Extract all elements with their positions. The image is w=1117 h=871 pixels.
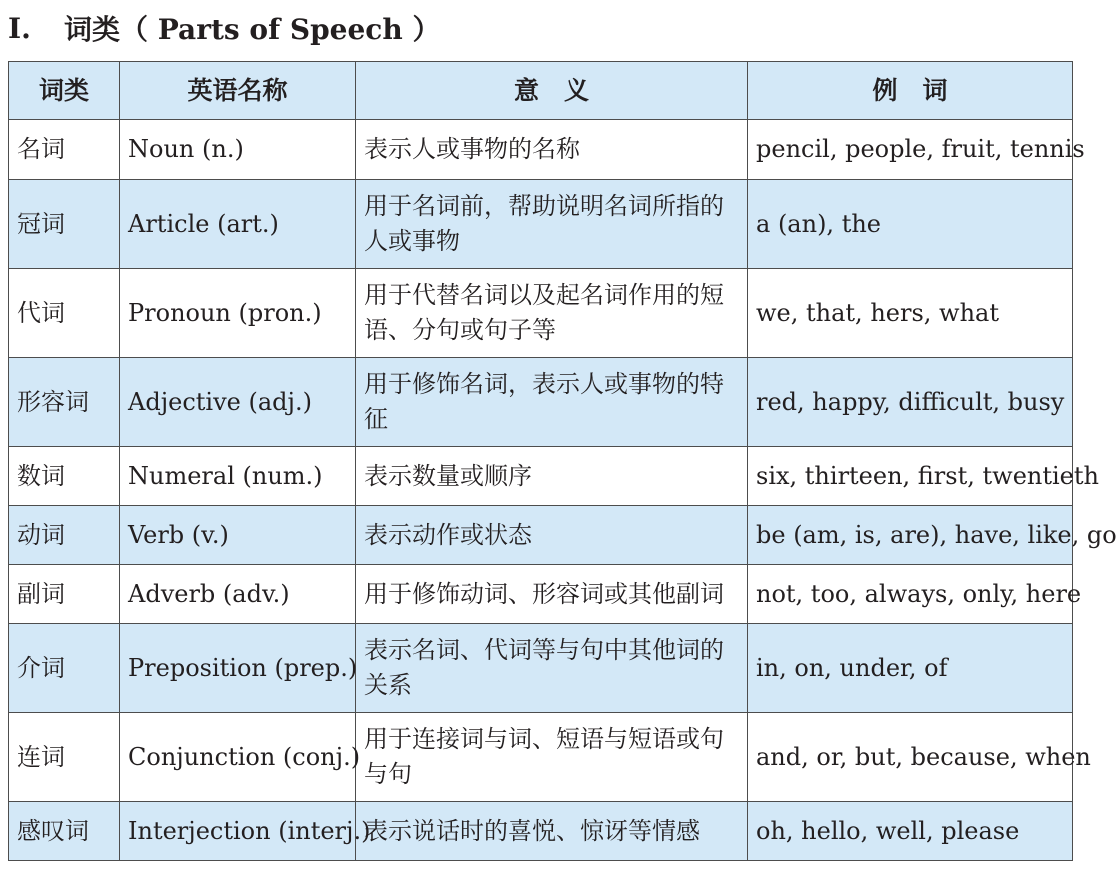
section-number: I. [8, 11, 31, 45]
cell-english: Article (art.) [120, 180, 356, 269]
table-row [9, 120, 1073, 180]
cell-english: Noun (n.) [120, 120, 356, 180]
table-row [9, 180, 1073, 269]
header-english-name: 英语名称 [120, 62, 356, 120]
header-part-of-speech: 词类 [9, 62, 120, 120]
cell-examples: oh, hello, well, please [748, 802, 1073, 861]
cell-examples: six, thirteen, first, twentieth [748, 447, 1073, 506]
cell-english: Verb (v.) [120, 506, 356, 565]
cell-meaning: 表示说话时的喜悦、惊讶等情感 [356, 802, 748, 861]
cell-pos: 动词 [9, 506, 120, 565]
cell-examples: a (an), the [748, 180, 1073, 269]
table-row [9, 269, 1073, 358]
cell-pos: 副词 [9, 565, 120, 624]
cell-examples: not, too, always, only, here [748, 565, 1073, 624]
cell-english: Adverb (adv.) [120, 565, 356, 624]
cell-examples: in, on, under, of [748, 624, 1073, 713]
cell-english: Conjunction (conj.) [120, 713, 356, 802]
cell-pos: 名词 [9, 120, 120, 180]
cell-meaning: 用于修饰名词，表示人或事物的特征 [356, 358, 748, 447]
cell-pos: 冠词 [9, 180, 120, 269]
cell-examples: pencil, people, fruit, tennis [748, 120, 1073, 180]
section-title: 词类（ Parts of Speech ） [64, 13, 441, 46]
cell-english: Preposition (prep.) [120, 624, 356, 713]
cell-meaning: 表示动作或状态 [356, 506, 748, 565]
table-row [9, 565, 1073, 624]
cell-meaning: 表示数量或顺序 [356, 447, 748, 506]
cell-pos: 代词 [9, 269, 120, 358]
cell-pos: 介词 [9, 624, 120, 713]
parts-of-speech-table [8, 61, 1117, 861]
cell-examples: red, happy, difficult, busy [748, 358, 1073, 447]
cell-meaning: 表示人或事物的名称 [356, 120, 748, 180]
cell-pos: 数词 [9, 447, 120, 506]
cell-english: Adjective (adj.) [120, 358, 356, 447]
cell-english: Interjection (interj.) [120, 802, 356, 861]
cell-examples: be (am, is, are), have, like, go [748, 506, 1073, 565]
header-examples: 例 词 [748, 62, 1073, 120]
cell-english: Numeral (num.) [120, 447, 356, 506]
cell-meaning: 用于代替名词以及起名词作用的短语、分句或句子等 [356, 269, 748, 358]
cell-english: Pronoun (pron.) [120, 269, 356, 358]
cell-meaning: 用于连接词与词、短语与短语或句与句 [356, 713, 748, 802]
cell-pos: 感叹词 [9, 802, 120, 861]
header-meaning: 意 义 [356, 62, 748, 120]
cell-pos: 形容词 [9, 358, 120, 447]
table-row [9, 447, 1073, 506]
table-header-row [9, 62, 1073, 120]
cell-meaning: 用于修饰动词、形容词或其他副词 [356, 565, 748, 624]
section-heading [8, 8, 440, 48]
table-row [9, 624, 1073, 713]
cell-examples: we, that, hers, what [748, 269, 1073, 358]
table-row [9, 358, 1073, 447]
table-row [9, 713, 1073, 802]
table-row [9, 802, 1073, 861]
cell-meaning: 表示名词、代词等与句中其他词的关系 [356, 624, 748, 713]
cell-meaning: 用于名词前，帮助说明名词所指的人或事物 [356, 180, 748, 269]
cell-pos: 连词 [9, 713, 120, 802]
cell-examples: and, or, but, because, when [748, 713, 1073, 802]
table-row [9, 506, 1073, 565]
